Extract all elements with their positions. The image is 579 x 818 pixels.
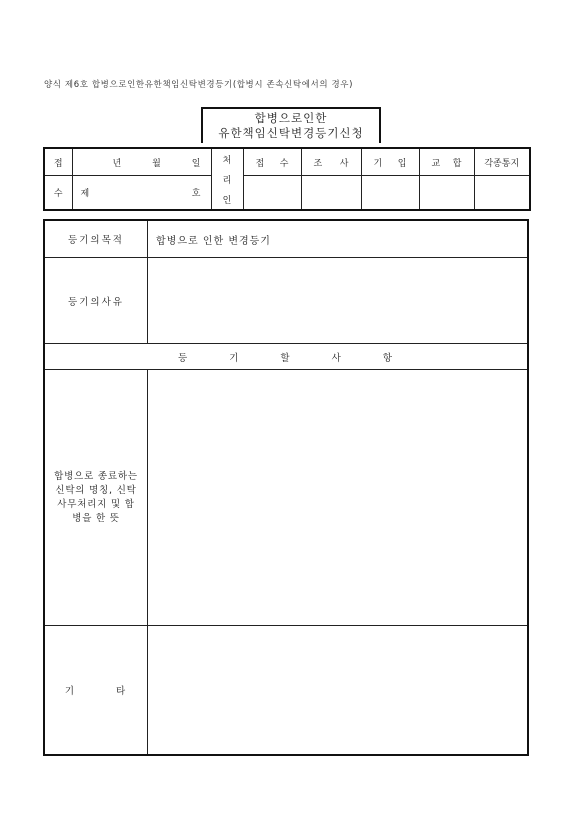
header-receive: 접 수 bbox=[243, 148, 301, 176]
registration-items-header: 등 기 할 사 항 bbox=[45, 344, 527, 370]
header-notify: 각종통지 bbox=[474, 148, 530, 176]
form-number-label: 양식 제6호 합병으로인한유한책임신탁변경등기(합병시 존속신탁에서의 경우) bbox=[44, 80, 354, 90]
reason-row bbox=[45, 258, 527, 344]
receipt-table bbox=[43, 147, 531, 211]
processor-label-cell: 처 리 인 bbox=[211, 148, 243, 210]
month-label: 월 bbox=[152, 158, 161, 169]
receive-seal-box[interactable] bbox=[243, 176, 301, 210]
application-form bbox=[43, 219, 529, 756]
receipt-number-cell[interactable] bbox=[72, 176, 211, 210]
merger-details-label: 합병으로 종료하는 신탁의 명칭, 신탁 사무처리지 및 합 병을 한 뜻 bbox=[45, 370, 148, 625]
form-title-line2: 유한책임신탁변경등기신청 bbox=[218, 126, 364, 140]
header-collate: 교 합 bbox=[419, 148, 474, 176]
investigate-seal-box[interactable] bbox=[301, 176, 361, 210]
purpose-label: 등기의목적 bbox=[45, 221, 148, 257]
header-investigate: 조 사 bbox=[301, 148, 361, 176]
form-title bbox=[201, 107, 381, 143]
receipt-date-cell[interactable] bbox=[72, 148, 211, 176]
year-label: 년 bbox=[112, 158, 122, 169]
form-title-line1: 합병으로인한 bbox=[254, 111, 328, 125]
ho-label: 호 bbox=[191, 189, 201, 200]
collate-seal-box[interactable] bbox=[419, 176, 474, 210]
other-row bbox=[45, 626, 527, 754]
purpose-value[interactable]: 합병으로 인한 변경등기 bbox=[156, 235, 271, 247]
entry-seal-box[interactable] bbox=[361, 176, 419, 210]
merger-details-field[interactable] bbox=[148, 370, 527, 625]
header-entry: 기 입 bbox=[361, 148, 419, 176]
receipt-su-cell: 수 bbox=[44, 176, 72, 210]
merger-details-row bbox=[45, 370, 527, 626]
day-label: 일 bbox=[191, 158, 201, 169]
other-label: 기 타 bbox=[45, 626, 148, 754]
reason-label: 등기의사유 bbox=[45, 258, 148, 343]
purpose-row bbox=[45, 221, 527, 258]
receipt-jeop-cell: 접 bbox=[44, 148, 72, 176]
other-field[interactable] bbox=[148, 626, 527, 754]
je-label: 제 bbox=[80, 189, 90, 200]
reason-field[interactable] bbox=[148, 258, 527, 343]
notify-seal-box[interactable] bbox=[474, 176, 530, 210]
